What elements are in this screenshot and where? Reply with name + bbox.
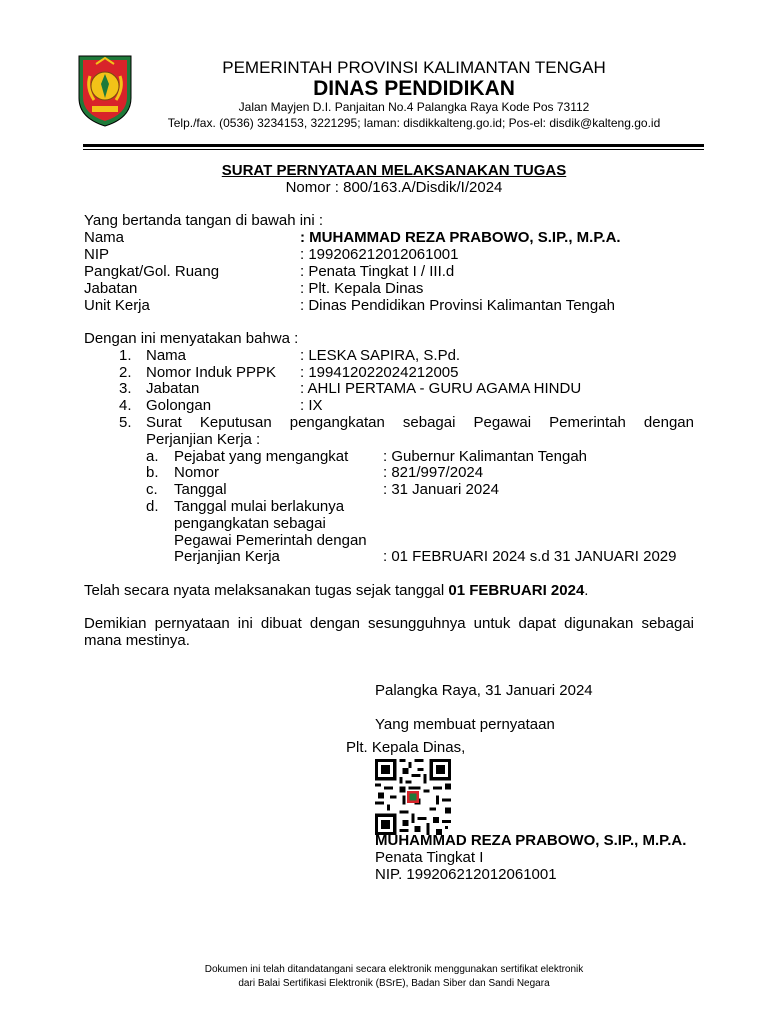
signature-place-date: Palangka Raya, 31 Januari 2024 [375, 682, 593, 699]
signature-position: Plt. Kepala Dinas, [346, 739, 466, 756]
statement-item-number: 1. [119, 347, 132, 364]
signer-row-value: : 199206212012061001 [300, 246, 459, 263]
statement-item-number: 3. [119, 380, 132, 397]
letterhead-address: Jalan Mayjen D.I. Panjaitan No.4 Palangka Raya Kode Pos 73112 [238, 100, 590, 114]
signer-row-value: : Dinas Pendidikan Provinsi Kalimantan Tengah [300, 297, 615, 314]
statement-item-label: Nama [146, 347, 187, 364]
statement-item-value: : 199412022024212005 [300, 364, 459, 381]
sub-item-letter: a. [146, 448, 159, 465]
signature-rank: Penata Tingkat I [375, 849, 484, 866]
statement-item-number: 5. [119, 414, 132, 431]
duty-end: . [584, 582, 589, 599]
sub-item-letter: b. [146, 464, 159, 481]
statement-item-number: 2. [119, 364, 132, 381]
duty-statement [84, 582, 588, 599]
letterhead-agency: DINAS PENDIDIKAN [313, 77, 515, 100]
statement-item-value: : LESKA SAPIRA, S.Pd. [300, 347, 461, 364]
statement-item-value: : IX [300, 397, 323, 414]
statement-intro: Dengan ini menyatakan bahwa : [84, 330, 299, 347]
letterhead-government: PEMERINTAH PROVINSI KALIMANTAN TENGAH [222, 58, 606, 77]
sub-item-value: : Gubernur Kalimantan Tengah [383, 448, 588, 465]
sub-item-label: Tanggal [174, 481, 227, 498]
provincial-crest-icon [76, 54, 134, 128]
signer-row-value: : Penata Tingkat I / III.d [300, 263, 455, 280]
signer-row-label: Unit Kerja [84, 297, 150, 314]
signer-row-label: NIP [84, 246, 110, 263]
letterhead-divider [83, 144, 704, 147]
footer-line-2: dari Balai Sertifikasi Elektronik (BSrE), Badan Siber dan Sandi Negara [238, 978, 550, 989]
statement-item-value: : AHLI PERTAMA - GURU AGAMA HINDU [300, 380, 582, 397]
document-title: SURAT PERNYATAAN MELAKSANAKAN TUGAS [221, 162, 567, 179]
sub-item-label: Tanggal mulai berlakunya [174, 498, 345, 515]
signer-row-value: : Plt. Kepala Dinas [300, 280, 424, 297]
statement-item-label: Jabatan [146, 380, 200, 397]
statement-item-label: Nomor Induk PPPK [146, 364, 277, 381]
sub-item-value: : 01 FEBRUARI 2024 s.d 31 JANUARI 2029 [383, 548, 677, 565]
statement-item-label: Golongan [146, 397, 212, 414]
sub-item-label: Nomor [174, 464, 220, 481]
sub-item-letter: c. [146, 481, 158, 498]
duty-date: 01 FEBRUARI 2024 [448, 582, 585, 599]
signer-row-value: : MUHAMMAD REZA PRABOWO, S.IP., M.P.A. [300, 229, 621, 246]
signature-nip: NIP. 199206212012061001 [375, 866, 557, 883]
signer-intro: Yang bertanda tangan di bawah ini : [84, 212, 324, 229]
letterhead-divider-thin [83, 149, 704, 150]
sub-item-value: : 31 Januari 2024 [383, 481, 499, 498]
signature-name: MUHAMMAD REZA PRABOWO, S.IP., M.P.A. [375, 832, 687, 849]
signature-maker: Yang membuat pernyataan [375, 716, 555, 733]
sub-item-label: Pejabat yang mengangkat [174, 448, 349, 465]
item5-text-cont: Perjanjian Kerja : [146, 431, 261, 448]
sub-item-letter: d. [146, 498, 159, 515]
sub-item-label: Pegawai Pemerintah dengan [174, 532, 367, 549]
statement-item-number: 4. [119, 397, 132, 414]
sub-item-value: : 821/997/2024 [383, 464, 484, 481]
document-number: Nomor : 800/163.A/Disdik/I/2024 [285, 179, 503, 196]
signer-row-label: Nama [84, 229, 125, 246]
qr-code-icon [375, 759, 451, 835]
signer-row-label: Jabatan [84, 280, 138, 297]
item5-text: Surat Keputusan pengangkatan sebagai Pegawai Pemerintah dengan [146, 414, 694, 431]
signer-row-label: Pangkat/Gol. Ruang [84, 263, 220, 280]
sub-item-label: pengangkatan sebagai [174, 515, 326, 532]
duty-text: Telah secara nyata melaksanakan tugas sejak tanggal [84, 582, 449, 599]
sub-item-label: Perjanjian Kerja [174, 548, 280, 565]
closing-paragraph: Demikian pernyataan ini dibuat dengan sesungguhnya untuk dapat digunakan sebagai mana mestinya. [84, 615, 694, 649]
footer-line-1: Dokumen ini telah ditandatangani secara elektronik menggunakan sertifikat elektronik [204, 964, 584, 975]
letterhead-contact: Telp./fax. (0536) 3234153, 3221295; laman: disdikkalteng.go.id; Pos-el: disdik@kalteng.go.id [167, 116, 661, 130]
